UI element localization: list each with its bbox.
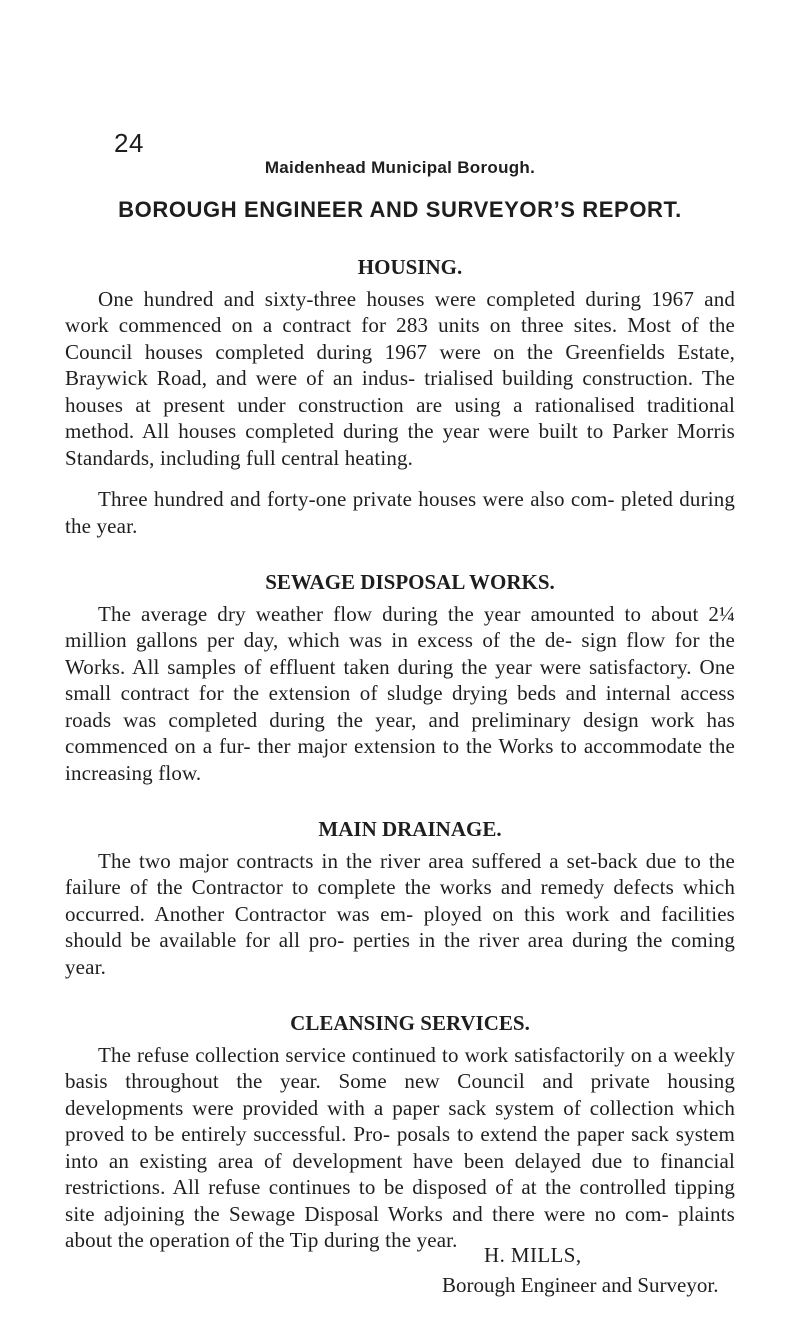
sewage-paragraph-1: The average dry weather flow during the year amounted to about 2¼ million gallons per day, which was in excess of the de- sign flow for the Works. All samples of effluent taken during the year were satisfactory. One small contract for the extension of sludge drying beds and internal access roads was completed during the year, and preliminary design work has commenced on a fur- ther major extension to the Works to accommodate the increasing flow.	[65, 601, 735, 785]
housing-paragraph-1: One hundred and sixty-three houses were completed during 1967 and work commenced on a contract for 283 units on three sites. Most of the Council houses completed during 1967 were on the Greenfields Estate, Braywick Road, and were of an indus- trialised building construction. The houses at present under construction are using a rationalised traditional method. All houses completed during the year were built to Parker Morris Standards, including full central heating.	[65, 286, 735, 470]
signature-block	[0, 1240, 800, 1300]
section-cleansing-services	[65, 1010, 735, 1254]
section-heading-drainage: MAIN DRAINAGE.	[318, 817, 502, 841]
section-main-drainage	[65, 816, 735, 980]
signatory-name: H. MILLS,	[484, 1243, 582, 1267]
section-heading-sewage: SEWAGE DISPOSAL WORKS.	[265, 570, 555, 594]
report-title: BOROUGH ENGINEER AND SURVEYOR’S REPORT.	[118, 197, 682, 222]
section-heading-housing: HOUSING.	[357, 255, 463, 279]
section-housing	[65, 254, 735, 539]
report-body	[65, 254, 735, 1254]
section-heading-cleansing: CLEANSING SERVICES.	[290, 1011, 530, 1035]
signatory-title: Borough Engineer and Surveyor.	[442, 1273, 719, 1297]
borough-title: Maidenhead Municipal Borough.	[264, 158, 536, 177]
drainage-paragraph-1: The two major contracts in the river area suffered a set-back due to the failure of the Contractor to complete the works and remedy defects which occurred. Another Contractor was em- ployed on this work and facilities should be available for all pro- perties in the river area during the coming year.	[65, 848, 735, 979]
section-sewage-disposal	[65, 569, 735, 786]
cleansing-paragraph-1: The refuse collection service continued to work satisfactorily on a weekly basis throughout the year. Some new Council and private housing developments were provided with a paper sack system of collection which proved to be entirely successful. Pro- posals to extend the paper sack system into an existing area of development have been delayed due to financial restrictions. All refuse continues to be disposed of at the controlled tipping site adjoining the Sewage Disposal Works and there were no com- plaints about the operation of the Tip during the year.	[65, 1042, 735, 1252]
page-number: 24	[114, 128, 144, 158]
housing-paragraph-2: Three hundred and forty-one private houses were also com- pleted during the year.	[65, 487, 735, 538]
